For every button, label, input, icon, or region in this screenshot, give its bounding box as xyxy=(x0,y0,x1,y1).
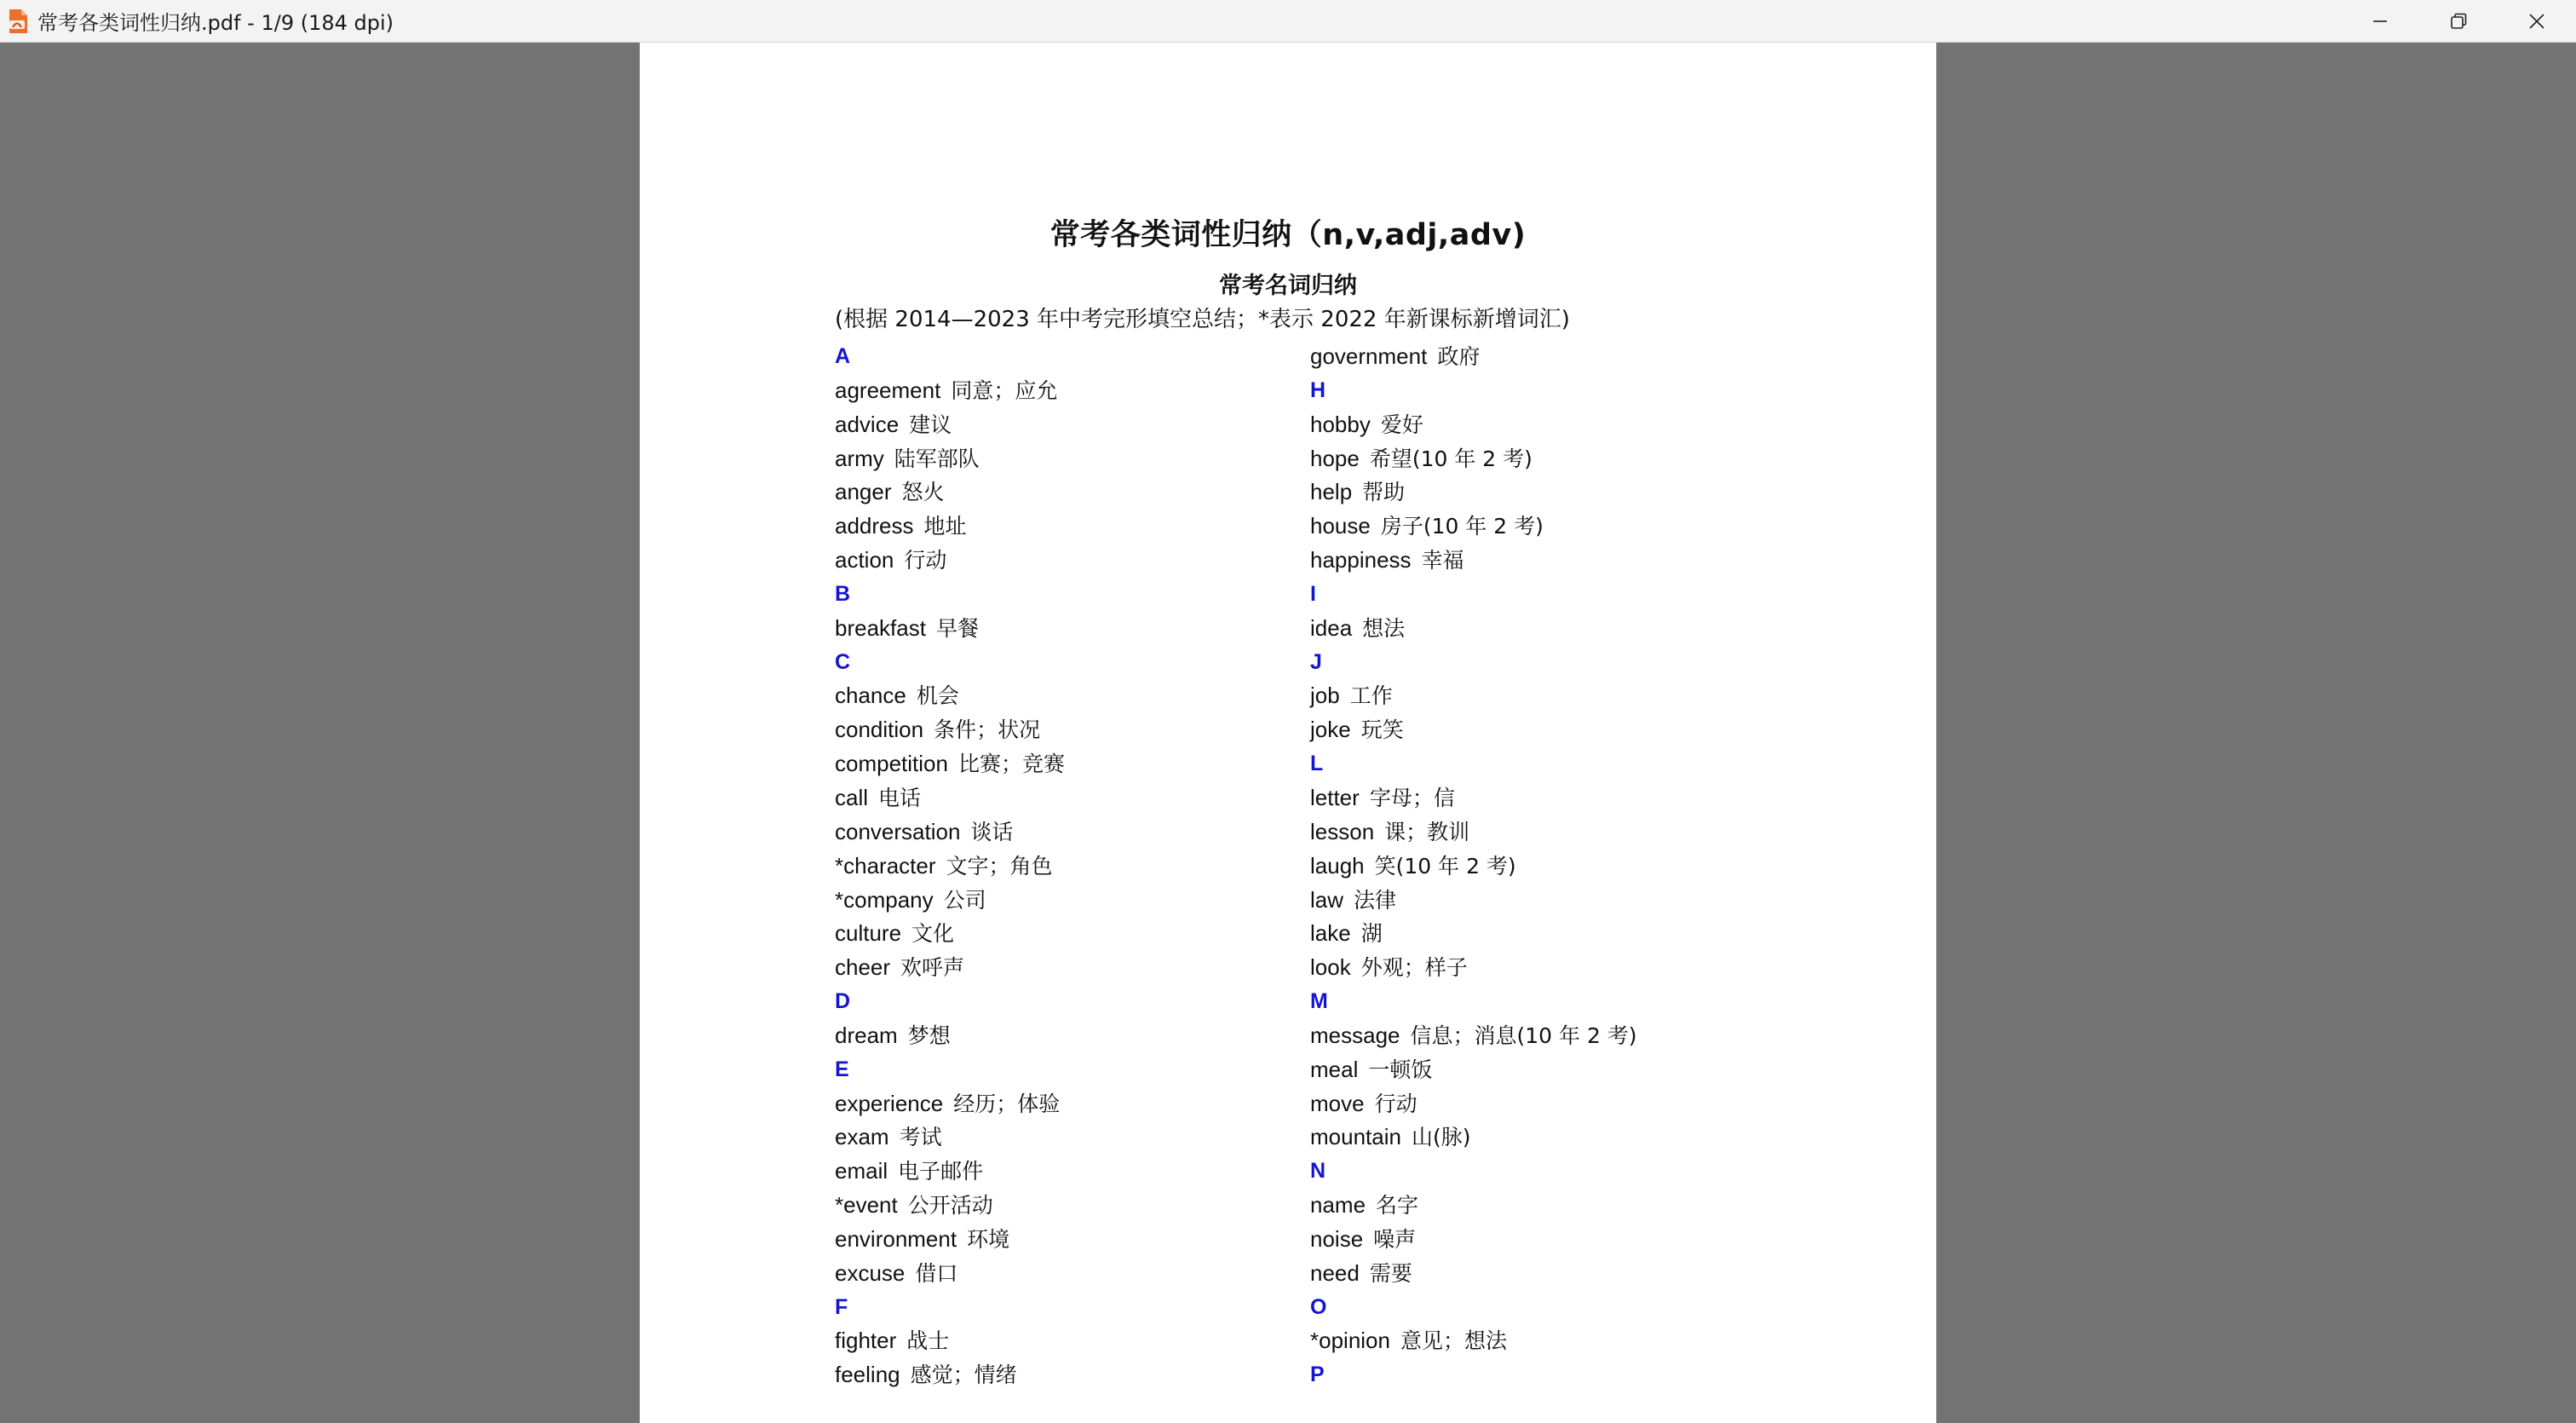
vocab-word: chance xyxy=(835,683,906,709)
vocab-word: *character xyxy=(835,852,936,879)
vocab-meaning: 环境 xyxy=(967,1226,1010,1252)
vocab-word: job xyxy=(1310,683,1340,709)
letter-heading xyxy=(835,577,1312,611)
letter-heading xyxy=(1310,1154,1787,1188)
vocab-entry xyxy=(1310,1256,1787,1290)
vocab-entry xyxy=(1310,339,1787,373)
document-subtitle: 常考名词归纳 xyxy=(1219,273,1357,299)
vocab-entry xyxy=(1310,1120,1787,1154)
vocab-meaning: 陆军部队 xyxy=(894,446,980,471)
vocab-word: environment xyxy=(835,1225,957,1252)
left-column xyxy=(835,339,1312,1391)
vocab-meaning: 爱好 xyxy=(1380,412,1423,437)
vocab-word: *event xyxy=(835,1192,898,1218)
vocab-word: exam xyxy=(835,1124,889,1150)
vocab-meaning: 一顿饭 xyxy=(1368,1057,1433,1082)
vocab-entry xyxy=(1310,407,1787,441)
vocab-entry xyxy=(835,849,1312,883)
vocab-word: address xyxy=(835,513,914,539)
vocab-meaning: 谈话 xyxy=(970,819,1014,844)
vocab-word: look xyxy=(1310,954,1351,981)
document-title: 常考各类词性归纳（n,v,adj,adv) xyxy=(1049,218,1527,252)
vocab-entry xyxy=(1310,509,1787,543)
letter-heading-text: N xyxy=(1310,1159,1326,1184)
vocab-entry xyxy=(835,1357,1312,1391)
vocab-meaning: 借口 xyxy=(915,1260,958,1286)
vocab-meaning: 希望(10 年 2 考) xyxy=(1369,446,1532,471)
vocab-word: name xyxy=(1310,1192,1366,1218)
vocab-entry xyxy=(1310,712,1787,746)
vocab-entry xyxy=(835,543,1312,577)
vocab-entry xyxy=(1310,815,1787,849)
vocab-meaning: 同意；应允 xyxy=(951,377,1058,403)
vocab-meaning: 行动 xyxy=(1374,1091,1417,1116)
vocab-meaning: 需要 xyxy=(1369,1260,1412,1286)
vocab-word: idea xyxy=(1310,614,1353,641)
vocab-entry xyxy=(1310,1052,1787,1086)
letter-heading xyxy=(1310,373,1787,407)
vocab-meaning: 外观；样子 xyxy=(1360,955,1468,981)
vocab-word: action xyxy=(835,547,894,573)
letter-heading xyxy=(1310,984,1787,1018)
letter-heading-text: P xyxy=(1310,1363,1325,1387)
vocab-word: letter xyxy=(1310,784,1360,810)
vocab-entry xyxy=(1310,883,1787,917)
restore-button[interactable] xyxy=(2419,0,2498,43)
vocab-meaning: 工作 xyxy=(1349,683,1393,709)
close-icon xyxy=(2527,12,2546,31)
pdf-app-icon xyxy=(7,9,29,34)
vocab-entry xyxy=(1310,781,1787,815)
vocab-meaning: 噪声 xyxy=(1373,1226,1417,1252)
vocab-word: *opinion xyxy=(1310,1328,1390,1354)
vocab-meaning: 幸福 xyxy=(1421,548,1464,573)
vocab-entry xyxy=(1310,1323,1787,1357)
vocab-meaning: 文字；角色 xyxy=(946,853,1053,879)
letter-heading xyxy=(1310,1357,1787,1391)
vocab-entry xyxy=(1310,1086,1787,1121)
vocab-word: noise xyxy=(1310,1225,1364,1252)
window-title: 常考各类词性归纳.pdf - 1/9 (184 dpi) xyxy=(37,11,394,35)
vocab-entry xyxy=(835,1256,1312,1290)
letter-heading-text: I xyxy=(1310,581,1316,606)
vocab-word: advice xyxy=(835,411,900,437)
vocab-word: lake xyxy=(1310,920,1351,947)
vocab-word: *company xyxy=(835,886,934,913)
vocab-entry xyxy=(835,611,1312,645)
vocab-meaning: 战士 xyxy=(906,1328,950,1354)
vocab-entry xyxy=(835,509,1312,543)
vocab-word: lesson xyxy=(1310,818,1375,844)
letter-heading-text: C xyxy=(835,649,851,674)
vocab-meaning: 条件；状况 xyxy=(934,717,1041,743)
vocab-meaning: 比赛；竞赛 xyxy=(957,752,1065,777)
vocab-entry xyxy=(1310,441,1787,475)
vocab-meaning: 梦想 xyxy=(907,1023,951,1048)
vocab-word: fighter xyxy=(835,1328,897,1354)
vocab-meaning: 建议 xyxy=(909,412,952,437)
vocab-entry xyxy=(835,1018,1312,1052)
vocab-meaning: 经历；体验 xyxy=(953,1091,1061,1116)
window-controls xyxy=(2341,0,2576,43)
vocab-entry xyxy=(835,916,1312,950)
vocab-meaning: 电话 xyxy=(878,785,922,810)
vocab-meaning: 帮助 xyxy=(1362,480,1406,505)
vocab-entry xyxy=(1310,849,1787,883)
vocab-entry xyxy=(835,475,1312,509)
vocab-word: law xyxy=(1310,886,1344,913)
vocab-entry xyxy=(835,1323,1312,1357)
vocab-meaning: 湖 xyxy=(1360,921,1383,947)
vocab-word: agreement xyxy=(835,377,941,403)
vocab-word: move xyxy=(1310,1090,1365,1116)
letter-heading xyxy=(835,645,1312,679)
vocab-word: laugh xyxy=(1310,852,1365,879)
vocab-word: house xyxy=(1310,513,1371,539)
vocab-meaning: 考试 xyxy=(899,1125,942,1150)
vocab-word: joke xyxy=(1310,717,1351,743)
title-bar xyxy=(0,0,2576,43)
vocab-meaning: 山(脉) xyxy=(1411,1125,1471,1150)
vocab-entry xyxy=(1310,1018,1787,1052)
vocab-entry xyxy=(1310,543,1787,577)
letter-heading-text: A xyxy=(835,344,851,368)
letter-heading-text: D xyxy=(835,989,851,1014)
vocab-meaning: 字母；信 xyxy=(1369,785,1455,810)
vocab-meaning: 政府 xyxy=(1437,344,1481,369)
right-column xyxy=(1310,339,1787,1391)
restore-icon xyxy=(2449,12,2468,31)
vocab-entry xyxy=(1310,950,1787,984)
letter-heading-text: F xyxy=(835,1294,848,1319)
vocab-word: email xyxy=(835,1158,888,1184)
vocab-word: hope xyxy=(1310,445,1360,471)
vocab-entry xyxy=(1310,611,1787,645)
vocab-entry xyxy=(835,1188,1312,1222)
vocab-meaning: 地址 xyxy=(923,514,967,539)
vocab-entry xyxy=(835,441,1312,475)
vocab-entry xyxy=(835,678,1312,712)
vocab-meaning: 意见；想法 xyxy=(1400,1328,1507,1354)
vocab-word: message xyxy=(1310,1022,1400,1048)
minimize-button[interactable] xyxy=(2341,0,2419,43)
vocab-meaning: 课；教训 xyxy=(1384,819,1470,844)
vocab-entry xyxy=(1310,678,1787,712)
vocab-entry xyxy=(835,781,1312,815)
vocab-meaning: 感觉；情绪 xyxy=(910,1363,1017,1388)
letter-heading-text: L xyxy=(1310,752,1324,776)
vocab-word: help xyxy=(1310,479,1353,505)
document-viewer[interactable] xyxy=(0,43,2576,1388)
vocab-word: excuse xyxy=(835,1259,906,1286)
vocab-meaning: 早餐 xyxy=(935,615,979,641)
letter-heading-text: J xyxy=(1310,649,1322,674)
letter-heading xyxy=(1310,645,1787,679)
vocab-word: need xyxy=(1310,1259,1360,1286)
letter-heading xyxy=(1310,577,1787,611)
vocab-word: competition xyxy=(835,751,948,777)
vocab-meaning: 信息；消息(10 年 2 考) xyxy=(1410,1023,1637,1048)
vocab-word: mountain xyxy=(1310,1124,1401,1150)
vocab-word: meal xyxy=(1310,1056,1359,1082)
vocab-word: breakfast xyxy=(835,614,926,641)
vocab-word: anger xyxy=(835,479,892,505)
vocab-entry xyxy=(1310,475,1787,509)
vocab-word: cheer xyxy=(835,954,891,981)
vocab-meaning: 怒火 xyxy=(901,480,945,505)
vocab-meaning: 公司 xyxy=(943,887,986,913)
vocab-entry xyxy=(835,950,1312,984)
vocab-entry xyxy=(1310,1188,1787,1222)
letter-heading-text: O xyxy=(1310,1294,1327,1319)
letter-heading xyxy=(1310,1290,1787,1324)
vocab-entry xyxy=(1310,1222,1787,1256)
vocab-word: army xyxy=(835,445,884,471)
vocab-word: dream xyxy=(835,1022,898,1048)
vocab-word: feeling xyxy=(835,1362,900,1388)
vocab-entry xyxy=(835,407,1312,441)
letter-heading xyxy=(1310,746,1787,781)
vocab-word: government xyxy=(1310,343,1428,369)
document-note: (根据 2014—2023 年中考完形填空总结；*表示 2022 年新课标新增词汇) xyxy=(835,307,1570,332)
vocab-entry xyxy=(835,1086,1312,1121)
letter-heading xyxy=(835,1290,1312,1324)
vocab-meaning: 想法 xyxy=(1362,615,1406,641)
vocab-meaning: 机会 xyxy=(916,683,959,709)
vocab-meaning: 公开活动 xyxy=(907,1193,993,1218)
vocab-meaning: 文化 xyxy=(911,921,955,947)
vocab-word: hobby xyxy=(1310,411,1371,437)
vocab-meaning: 名字 xyxy=(1376,1193,1419,1218)
letter-heading xyxy=(835,984,1312,1018)
vocab-entry xyxy=(835,373,1312,407)
vocab-word: experience xyxy=(835,1090,944,1116)
vocab-word: happiness xyxy=(1310,547,1412,573)
letter-heading-text: H xyxy=(1310,377,1326,402)
vocab-entry xyxy=(835,815,1312,849)
letter-heading-text: M xyxy=(1310,989,1328,1014)
vocab-entry xyxy=(835,746,1312,781)
letter-heading xyxy=(835,1052,1312,1086)
vocab-entry xyxy=(835,1222,1312,1256)
vocab-meaning: 法律 xyxy=(1354,887,1397,913)
vocab-entry xyxy=(835,1120,1312,1154)
pdf-page xyxy=(640,43,1936,1423)
vocab-meaning: 电子邮件 xyxy=(898,1159,984,1184)
vocab-meaning: 房子(10 年 2 考) xyxy=(1380,514,1544,539)
vocab-meaning: 欢呼声 xyxy=(900,955,965,981)
letter-heading-text: B xyxy=(835,581,851,606)
vocab-meaning: 笑(10 年 2 考) xyxy=(1374,853,1516,879)
letter-heading-text: E xyxy=(835,1057,849,1081)
minimize-icon xyxy=(2372,13,2389,30)
vocab-entry xyxy=(1310,916,1787,950)
vocab-word: call xyxy=(835,784,869,810)
vocab-word: culture xyxy=(835,920,902,947)
vocab-entry xyxy=(835,1154,1312,1188)
vocab-meaning: 玩笑 xyxy=(1360,717,1404,743)
vocab-word: conversation xyxy=(835,818,961,844)
letter-heading xyxy=(835,339,1312,373)
vocab-entry xyxy=(835,883,1312,917)
vocab-entry xyxy=(835,712,1312,746)
close-button[interactable] xyxy=(2498,0,2576,43)
vocab-meaning: 行动 xyxy=(904,548,947,573)
vocab-word: condition xyxy=(835,717,924,743)
